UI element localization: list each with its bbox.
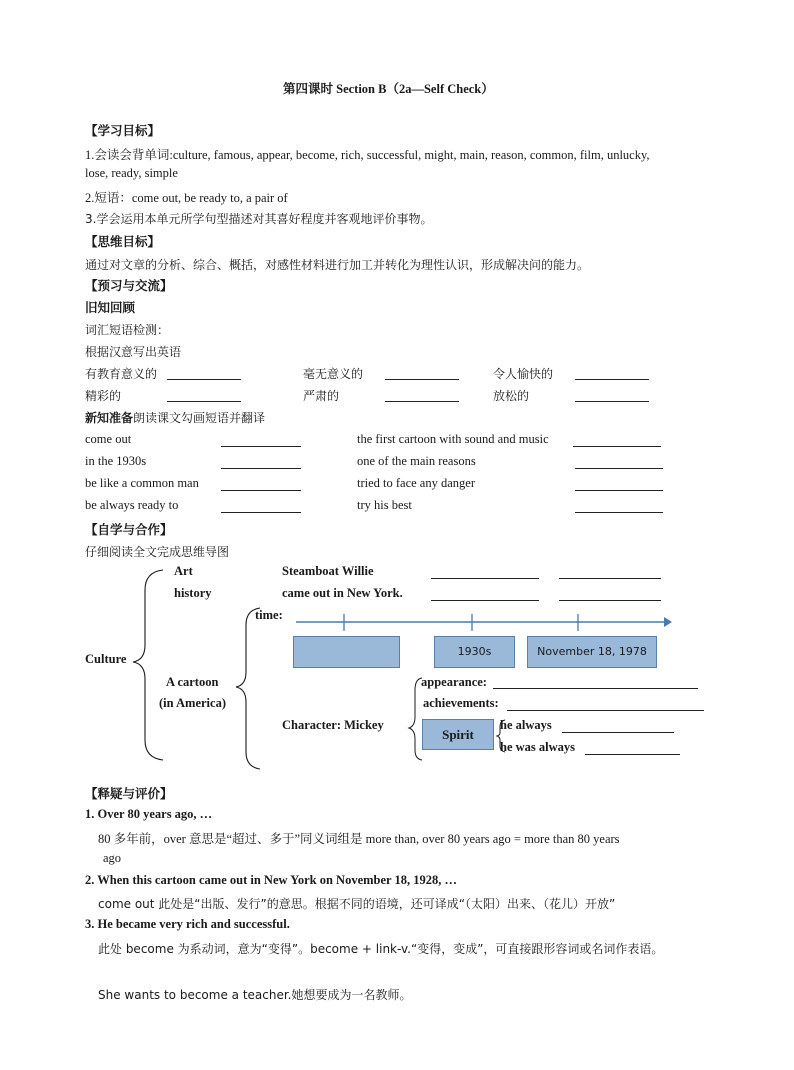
mindmap-cartoon-country: (in America) <box>159 696 226 710</box>
qa-item3-text: 此处 become 为系动词，意为“变得”。become + link-v.“变得，变成”，可直接跟形容词或名词作表语。 <box>98 942 664 956</box>
phrase: be always ready to <box>85 498 179 512</box>
answer-blank[interactable] <box>431 600 539 601</box>
qa-item2-title: 2. When this cartoon came out in New York on November 18, 1928, … <box>85 873 457 887</box>
mindmap-achievements: achievements: <box>423 696 499 710</box>
answer-blank[interactable] <box>562 732 674 733</box>
qa-heading: 【释疑与评价】 <box>85 786 173 801</box>
vocab-prompt: 严肃的 <box>303 389 340 403</box>
mindmap-character: Character: Mickey <box>282 718 384 732</box>
mindmap-came-out: came out in New York. <box>282 586 403 600</box>
phrase: tried to face any danger <box>357 476 475 490</box>
page-title: 第四课时 Section B（2a—Self Check） <box>283 82 494 96</box>
answer-blank[interactable] <box>559 578 661 579</box>
timeline-blank-box[interactable] <box>293 636 400 668</box>
answer-blank[interactable] <box>493 688 698 689</box>
phrase: one of the main reasons <box>357 454 476 468</box>
vocab-prompt: 有教育意义的 <box>85 367 158 381</box>
phrase: come out <box>85 432 132 446</box>
qa-item1-text: 80 多年前，over 意思是“超过、多于”同义词组是 more than, over 80 years ago = more than 80 years <box>98 832 620 846</box>
new-knowledge-rest: 朗读课文勾画短语并翻译 <box>133 411 266 425</box>
answer-blank[interactable] <box>585 754 680 755</box>
qa-item3-title: 3. He became very rich and successful. <box>85 917 290 931</box>
answer-blank[interactable] <box>431 578 539 579</box>
qa-item1-text-cont: ago <box>103 851 122 865</box>
mindmap-art: Art <box>174 564 193 578</box>
goals-line2: 2.短语：come out, be ready to, a pair of <box>85 191 288 205</box>
vocab-prompt: 毫无意义的 <box>303 367 364 381</box>
answer-blank[interactable] <box>559 600 661 601</box>
thinking-heading: 【思维目标】 <box>85 234 161 249</box>
self-study-instruction: 仔细阅读全文完成思维导图 <box>85 545 230 559</box>
goals-line1a: 1.会读会背单词:culture, famous, appear, become, rich, successful, might, main, reason, common, film, unlucky, <box>85 148 650 162</box>
thinking-text: 通过对文章的分析、综合、概括，对感性材料进行加工并转化为理性认识，形成解决问的能力。 <box>85 258 590 272</box>
goals-line3: 3.学会运用本单元所学句型描述对其喜好程度并客观地评价事物。 <box>85 212 433 226</box>
preview-heading: 【预习与交流】 <box>85 278 173 293</box>
mindmap-root: Culture <box>85 652 127 666</box>
vocab-prompt: 精彩的 <box>85 389 122 403</box>
qa-example: She wants to become a teacher.她想要成为一名教师。 <box>98 988 412 1002</box>
goals-line1b: lose, ready, simple <box>85 166 178 180</box>
vocab-check-label: 词汇短语检测： <box>85 323 170 337</box>
new-knowledge-bold: 新知准备 <box>85 411 134 425</box>
phrase: in the 1930s <box>85 454 147 468</box>
vocab-prompt: 令人愉快的 <box>493 367 554 381</box>
vocab-instruction: 根据汉意写出英语 <box>85 345 182 359</box>
timeline-box-1930s: 1930s <box>434 636 515 668</box>
qa-item2-text: come out 此处是“出版、发行”的意思。根据不同的语境，还可译成“（太阳）出来、（花儿）开放” <box>98 897 616 911</box>
phrase: try his best <box>357 498 412 512</box>
goals-heading: 【学习目标】 <box>85 123 161 138</box>
qa-item1-title: 1. Over 80 years ago, … <box>85 807 213 821</box>
mindmap-appearance: appearance: <box>421 675 487 689</box>
phrase: the first cartoon with sound and music <box>357 432 549 446</box>
answer-blank[interactable] <box>507 710 704 711</box>
mindmap-steamboat: Steamboat Willie <box>282 564 374 578</box>
old-knowledge-heading: 旧知回顾 <box>85 300 136 315</box>
timeline-label: time: <box>255 608 283 622</box>
phrase: be like a common man <box>85 476 199 490</box>
vocab-prompt: 放松的 <box>493 389 530 403</box>
mindmap-cartoon: A cartoon <box>166 675 219 689</box>
timeline-box-date: November 18, 1978 <box>527 636 657 668</box>
mindmap-he-always: he always <box>500 718 552 732</box>
mindmap-he-was-always: he was always <box>500 740 576 754</box>
self-study-heading: 【自学与合作】 <box>85 522 173 537</box>
mindmap-history: history <box>174 586 212 600</box>
spirit-box: Spirit <box>422 719 494 750</box>
